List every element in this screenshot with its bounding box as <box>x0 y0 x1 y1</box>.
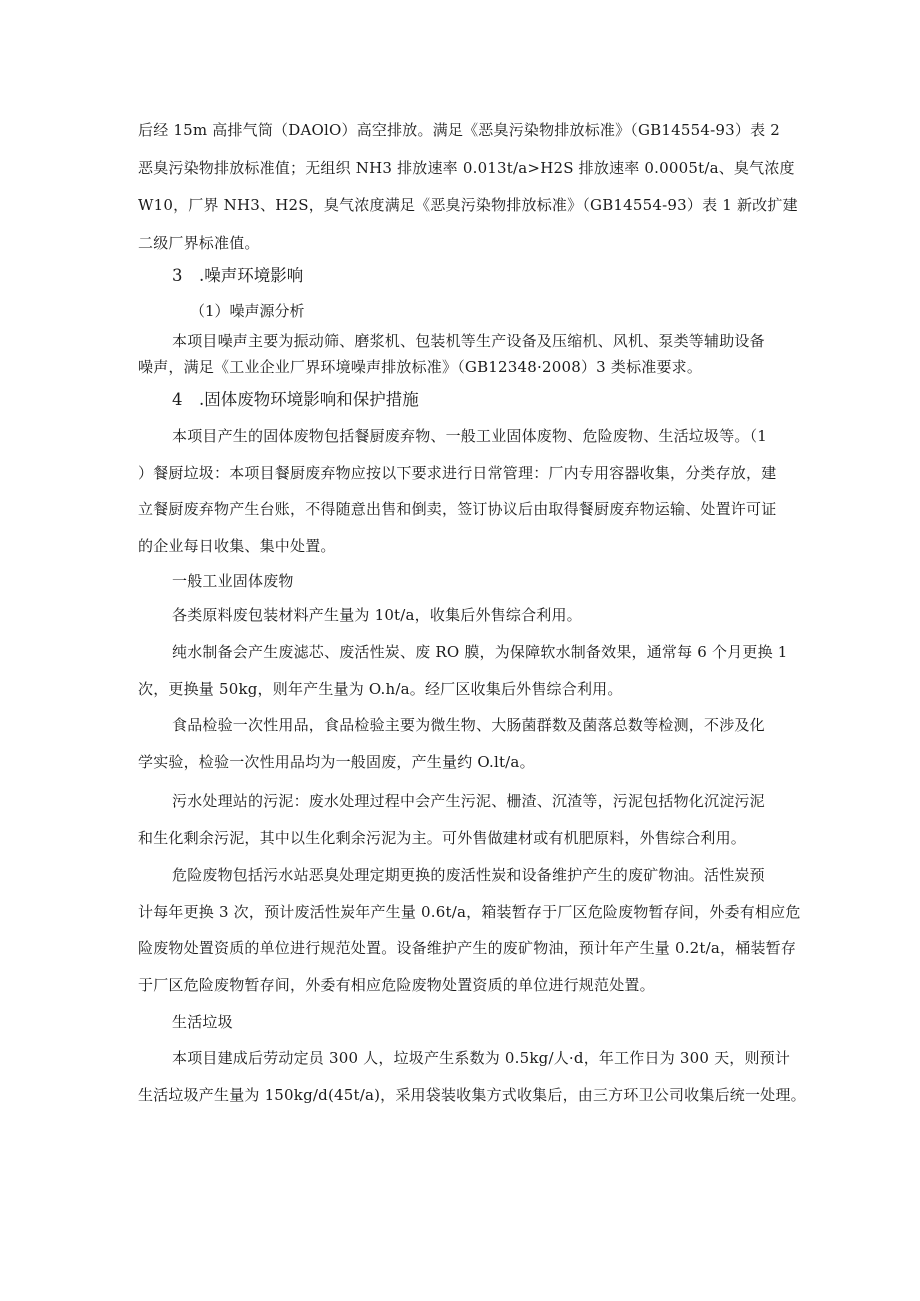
text-line: 次，更换量 50kg，则年产生量为 O.h/a。经厂区收集后外售综合利用。 <box>138 680 623 698</box>
text-line: 于厂区危险废物暂存间，外委有相应危险废物处置资质的单位进行规范处置。 <box>138 976 655 994</box>
text-line: 生活垃圾产生量为 150kg/d(45t/a)，采用袋装收集方式收集后，由三方环卫公司收集后统一处理。 <box>138 1086 806 1104</box>
text-line: 二级厂界标准值。 <box>138 233 260 252</box>
text-line: 本项目噪声主要为振动筛、磨浆机、包装机等生产设备及压缩机、风机、泵类等辅助设备 <box>172 332 765 350</box>
label-domestic-waste: 生活垃圾 <box>172 1013 233 1031</box>
text-line: W10，厂界 NH3、H2S，臭气浓度满足《恶臭污染物排放标准》（GB14554-93）表 1 新改扩建 <box>138 196 798 214</box>
text-line: 本项目产生的固体废物包括餐厨废弃物、一般工业固体废物、危险废物、生活垃圾等。（1 <box>172 427 768 445</box>
text-line: 立餐厨废弃物产生台账，不得随意出售和倒卖，签订协议后由取得餐厨废弃物运输、处置许可证 <box>138 500 777 518</box>
heading-solid-waste: 4 .固体废物环境影响和保护措施 <box>172 390 419 409</box>
text-line: 纯水制备会产生废滤芯、废活性炭、废 RO 膜，为保障软水制备效果，通常每 6 个月更换 1 <box>172 643 788 661</box>
text-line: 本项目建成后劳动定员 300 人，垃圾产生系数为 0.5kg/人·d，年工作日为 300 天，则预计 <box>172 1049 791 1067</box>
text-line: 险废物处置资质的单位进行规范处置。设备维护产生的废矿物油，预计年产生量 0.2t/a，桶装暂存 <box>138 939 797 957</box>
subheading-noise-source: （1）噪声源分析 <box>190 302 305 320</box>
text-line: 学实验，检验一次性用品均为一般固废，产生量约 O.lt/a。 <box>138 753 535 771</box>
text-line: 污水处理站的污泥：废水处理过程中会产生污泥、栅渣、沉渣等，污泥包括物化沉淀污泥 <box>172 792 765 810</box>
text-line: 计每年更换 3 次，预计废活性炭年产生量 0.6t/a，箱装暂存于厂区危险废物暂存间，外委有相应危 <box>138 903 801 921</box>
text-line: 噪声，满足《工业企业厂界环境噪声排放标准》（GB12348·2008）3 类标准要求。 <box>138 358 703 376</box>
text-line: 各类原料废包装材料产生量为 10t/a，收集后外售综合利用。 <box>172 606 582 624</box>
label-general-solid-waste: 一般工业固体废物 <box>172 572 294 590</box>
text-line: 和生化剩余污泥，其中以生化剩余污泥为主。可外售做建材或有机肥原料，外售综合利用。 <box>138 829 747 847</box>
text-line: 危险废物包括污水站恶臭处理定期更换的废活性炭和设备维护产生的废矿物油。活性炭预 <box>172 866 765 884</box>
heading-noise: 3 .噪声环境影响 <box>172 266 304 285</box>
text-line: 食品检验一次性用品，食品检验主要为微生物、大肠菌群数及菌落总数等检测，不涉及化 <box>172 716 765 734</box>
text-line: 的企业每日收集、集中处置。 <box>138 537 336 555</box>
paragraph-odor-emission <box>138 112 798 262</box>
text-line: 恶臭污染物排放标准值；无组织 NH3 排放速率 0.013t/a>H2S 排放速率 0.0005t/a、臭气浓度 <box>138 158 795 177</box>
text-line: 后经 15m 高排气筒（DAOlO）高空排放。满足《恶臭污染物排放标准》（GB14554-93）表 2 <box>138 121 780 139</box>
text-line: ）餐厨垃圾：本项目餐厨废弃物应按以下要求进行日常管理：厂内专用容器收集，分类存放，建 <box>138 464 777 482</box>
